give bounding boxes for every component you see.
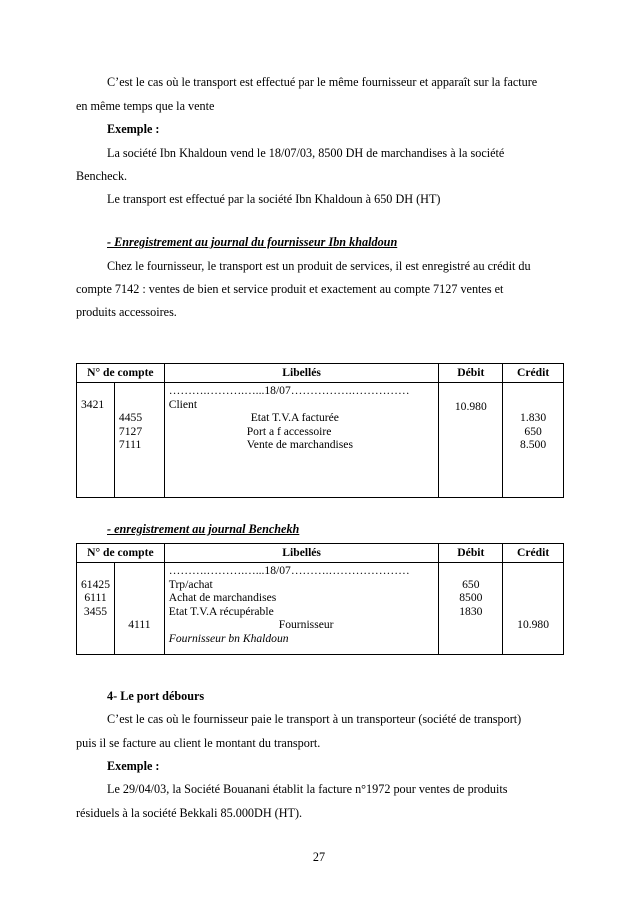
libelles-cell [164,563,439,655]
credit-accounts-cell [114,383,164,498]
table-row [77,383,564,498]
account-number: 4455 [118,411,143,424]
libelle-text-italic: Fournisseur bn Khaldoun [168,631,289,645]
debit-value: 10.980 [454,399,487,413]
debit-value: 8500 [459,591,483,604]
libelle-text: Fournisseur [278,618,334,631]
example-line-2: Bencheck. [76,169,128,183]
libelle-text: Vente de marchandises [246,438,353,451]
date-line: ……….……….…...18/07…………….…………… [168,384,410,397]
account-number: 3421 [81,397,105,411]
intro-line-2: en même temps que la vente [76,99,215,113]
table-header-row [77,544,564,563]
exemple-label-2: Exemple : [107,759,160,773]
account-number: 7111 [118,438,142,451]
journal-table-fournisseur [76,363,564,498]
credit-value: 10.980 [517,618,550,631]
col-header-debit: Débit [439,364,503,383]
libelles-cell [164,383,439,498]
account-number: 6111 [84,591,107,604]
libelle-text: Port a f accessoire [246,424,332,438]
section3-example-line-1: Le 29/04/03, la Société Bouanani établit la facture n°1972 pour ventes de produits [107,782,508,796]
account-number: 3455 [83,604,108,618]
section1-line-3: produits accessoires. [76,305,177,319]
table-header-row [77,364,564,383]
section3-line-1: C’est le cas où le fournisseur paie le transport à un transporteur (société de transport) [107,712,522,726]
account-number: 7127 [118,424,143,438]
libelle-text: Client [168,397,198,411]
debit-cell [439,383,503,498]
section2-heading: - enregistrement au journal Benchekh [107,522,300,536]
date-line: ……….……….…...18/07……….………………… [168,564,410,577]
col-header-libelles: Libellés [164,544,439,563]
libelle-text: Etat T.V.A facturée [250,411,339,424]
account-number: 4111 [128,618,151,631]
page-number: 27 [312,850,326,864]
col-header-compte: N° de compte [77,544,165,563]
credit-cell [503,563,564,655]
col-header-libelles: Libellés [164,364,439,383]
debit-value: 650 [462,577,480,591]
credit-accounts-cell [114,563,164,655]
col-header-credit: Crédit [503,364,564,383]
credit-value: 650 [524,424,542,438]
libelle-text: Etat T.V.A récupérable [168,604,274,618]
exemple-label: Exemple : [107,122,160,136]
debit-accounts-cell [77,383,115,498]
example-line-1: La société Ibn Khaldoun vend le 18/07/03, 8500 DH de marchandises à la société [107,146,505,160]
section1-heading: - Enregistrement au journal du fournisseur Ibn khaldoun [107,235,398,249]
section3-example-line-2: résiduels à la société Bekkali 85.000DH (HT). [76,806,303,820]
debit-value: 1830 [459,604,483,618]
libelle-text: Trp/achat [168,577,213,591]
account-number: 61425 [81,577,110,591]
section3-heading: 4- Le port débours [107,689,205,703]
debit-cell [439,563,503,655]
section1-line-1: Chez le fournisseur, le transport est un produit de services, il est enregistré au crédit du [107,259,531,273]
intro-line-1: C’est le cas où le transport est effectué par le même fournisseur et apparaît sur la facture [107,75,538,89]
credit-value: 1.830 [520,411,547,424]
section3-line-2: puis il se facture au client le montant du transport. [76,736,321,750]
debit-accounts-cell [77,563,115,655]
col-header-compte: N° de compte [77,364,165,383]
credit-cell [503,383,564,498]
section1-line-2: compte 7142 : ventes de bien et service produit et exactement au compte 7127 ventes et [76,282,504,296]
credit-value: 8.500 [520,438,547,451]
table-row [77,563,564,655]
journal-table-benchekh [76,543,564,655]
col-header-credit: Crédit [503,544,564,563]
libelle-text: Achat de marchandises [168,591,277,604]
col-header-debit: Débit [439,544,503,563]
example-line-3: Le transport est effectué par la société Ibn Khaldoun à 650 DH (HT) [107,192,441,206]
